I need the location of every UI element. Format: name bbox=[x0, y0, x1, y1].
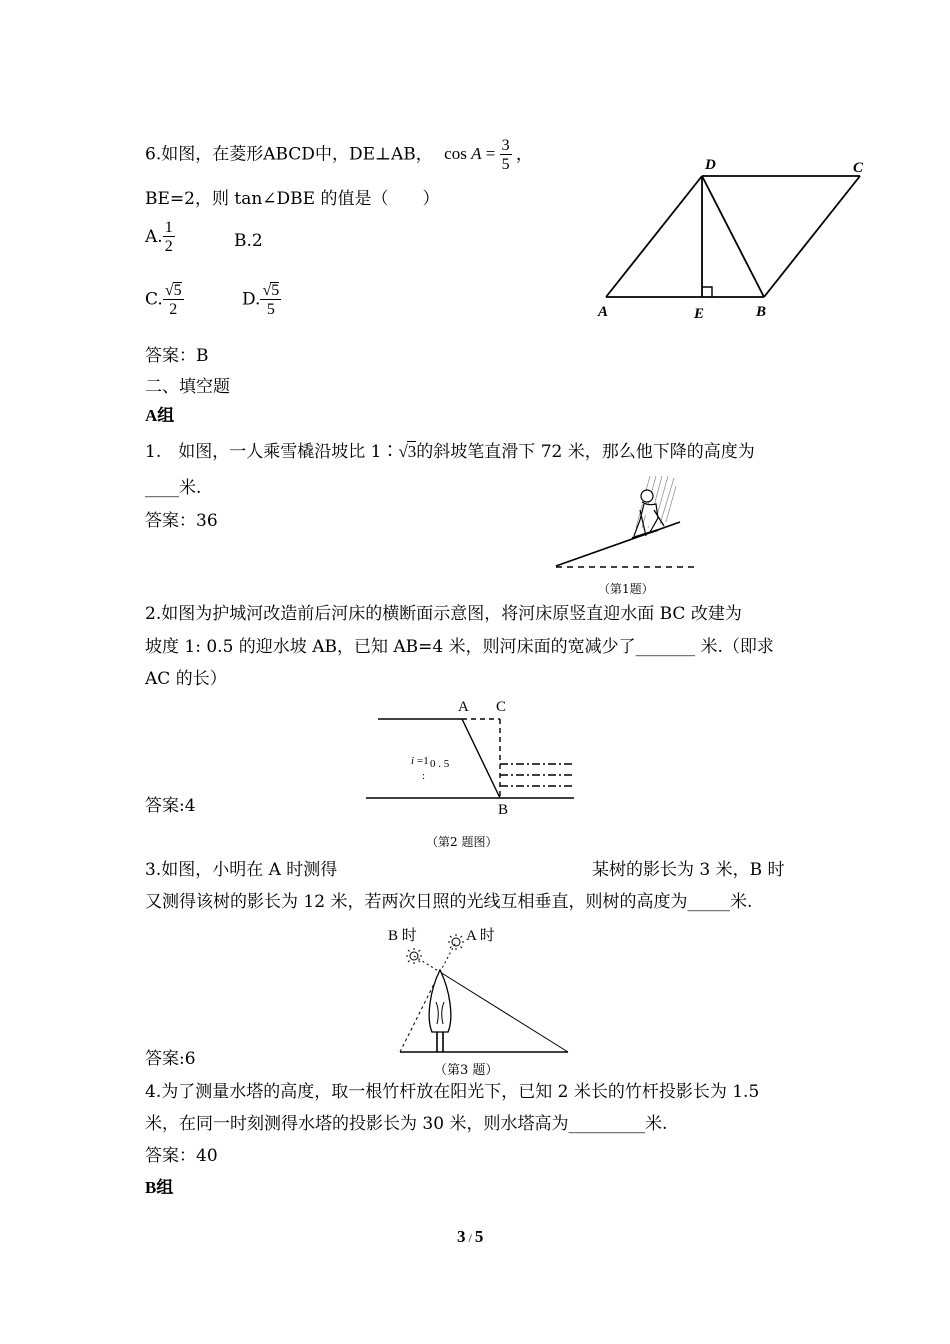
q6-stem-line2: BE=2，则 tan∠DBE 的值是（ ） bbox=[145, 189, 440, 209]
fill3-caption: （第3 题） bbox=[434, 1063, 499, 1078]
label-e: E bbox=[694, 306, 705, 322]
label-ratio-right: 0 . 5 bbox=[430, 758, 450, 770]
q6-option-d bbox=[242, 282, 281, 318]
fill1-answer: 答案：36 bbox=[145, 511, 218, 531]
fill1-sled-figure bbox=[550, 470, 700, 575]
q6-option-a-den: 2 bbox=[164, 238, 173, 255]
label-i: i bbox=[411, 755, 415, 767]
q6-option-c-num: 5 bbox=[173, 282, 182, 299]
label-c: C bbox=[496, 699, 507, 715]
q6-cos-text: cos bbox=[444, 144, 467, 164]
q6-option-a-fraction bbox=[163, 220, 175, 255]
q6-option-d-label: D. bbox=[242, 289, 261, 310]
q6-rhombus-figure bbox=[590, 150, 880, 325]
fill3-tree-figure bbox=[380, 920, 580, 1060]
q6-option-c-den: 2 bbox=[163, 299, 184, 318]
fill2-caption: （第2 题图） bbox=[426, 835, 498, 849]
q6-option-c-fraction: $\frac{√5}{2}$ bbox=[164, 282, 182, 318]
q6-option-d-num: 5 bbox=[271, 282, 280, 299]
label-b: B bbox=[498, 802, 509, 818]
q6-cos-expression bbox=[444, 137, 516, 173]
page-current: 3 bbox=[457, 1227, 466, 1246]
group-b-title: B组 bbox=[145, 1178, 174, 1197]
label-a-time: A 时 bbox=[466, 928, 495, 944]
q6-option-b: B.2 bbox=[234, 231, 263, 251]
fill1-sqrt: √3 bbox=[398, 442, 417, 461]
group-a-title: A组 bbox=[145, 406, 175, 425]
fill3-line1-a: 3.如图，小明在 A 时测得 bbox=[145, 860, 338, 880]
q6-cos-den: 5 bbox=[501, 156, 510, 173]
fill3-line2: 又测得该树的影长为 12 米，若两次日照的光线互相垂直，则树的高度为_____米. bbox=[145, 892, 753, 912]
right-angle-mark bbox=[702, 287, 712, 297]
q6-cos-fraction bbox=[500, 138, 512, 173]
fill1-line2: ____米. bbox=[145, 478, 202, 498]
label-b-time: B 时 bbox=[388, 928, 417, 944]
label-colon: : bbox=[422, 770, 426, 782]
fill2-line3: AC 的长） bbox=[145, 669, 227, 689]
label-d: D bbox=[705, 157, 716, 173]
label-a: A bbox=[598, 304, 609, 320]
fill3-answer: 答案:6 bbox=[145, 1049, 196, 1069]
fill3-line1-b: 某树的影长为 3 米，B 时 bbox=[592, 860, 785, 880]
q6-stem-comma: ， bbox=[515, 144, 533, 165]
label-b: B bbox=[756, 304, 767, 320]
fill4-line1: 4.为了测量水塔的高度，取一根竹杆放在阳光下，已知 2 米长的竹杆投影长为 1.5 bbox=[145, 1082, 760, 1102]
fill4-answer: 答案：40 bbox=[145, 1146, 218, 1166]
rhombus-side-cb bbox=[764, 176, 860, 297]
fill2-line2: 坡度 1: 0.5 的迎水坡 AB，已知 AB=4 米，则河床面的宽减少了_______ 米.（即求 bbox=[145, 637, 774, 657]
page-number bbox=[457, 1227, 483, 1247]
sun-a-icon bbox=[448, 934, 464, 950]
q6-option-a-num: 1 bbox=[164, 219, 173, 236]
tree-crown bbox=[429, 970, 451, 1032]
q6-option-d-den: 5 bbox=[260, 299, 281, 318]
fill1-line1-b: 的斜坡笔直滑下 72 米，那么他下降的高度为 bbox=[416, 442, 755, 462]
fill2-line1: 2.如图为护城河改造前后河床的横断面示意图，将河床原竖直迎水面 BC 改建为 bbox=[145, 604, 742, 624]
fill2-riverbed-figure bbox=[360, 695, 585, 820]
label-c: C bbox=[853, 160, 864, 176]
ray-a-extend bbox=[440, 942, 456, 972]
fill1-line1-a: 1. 如图，一人乘雪橇沿坡比 1∶ bbox=[145, 442, 399, 462]
page-total: 5 bbox=[474, 1227, 484, 1246]
ray-b-extend bbox=[414, 956, 440, 972]
q6-answer: 答案：B bbox=[145, 346, 209, 366]
q6-option-c bbox=[145, 282, 184, 318]
label-a: A bbox=[458, 699, 469, 715]
q6-option-a bbox=[145, 220, 175, 255]
fill2-answer: 答案:4 bbox=[145, 796, 196, 816]
skier-icon bbox=[632, 490, 664, 538]
q6-option-a-label: A. bbox=[145, 227, 163, 247]
q6-cos-var: A bbox=[471, 144, 482, 164]
q6-stem-a: 6.如图，在菱形ABCD中，DE⊥AB， bbox=[145, 144, 433, 165]
fill1-caption: （第1题） bbox=[598, 582, 654, 596]
page-separator: / bbox=[465, 1231, 475, 1245]
q6-cos-num: 3 bbox=[501, 137, 510, 154]
fill1-line1 bbox=[145, 437, 755, 462]
rhombus-diagonal-db bbox=[702, 176, 764, 297]
ray-b-right bbox=[440, 972, 568, 1052]
q6-option-c-label: C. bbox=[145, 289, 163, 310]
fill4-line2: 米，在同一时刻测得水塔的投影长为 30 米，则水塔高为_________米. bbox=[145, 1114, 668, 1134]
section-title-fill-in: 二、填空题 bbox=[145, 377, 230, 397]
q6-stem-line1 bbox=[145, 138, 533, 173]
label-ratio-left: =1 bbox=[417, 755, 429, 767]
q6-eq: = bbox=[485, 144, 496, 164]
slope-line bbox=[556, 522, 680, 566]
q6-option-d-fraction: $\frac{√5}{5}$ bbox=[262, 282, 280, 318]
fill1-sqrt-num: 3 bbox=[407, 442, 417, 461]
rhombus-side-ad bbox=[606, 176, 702, 297]
slope-ab bbox=[462, 719, 500, 798]
